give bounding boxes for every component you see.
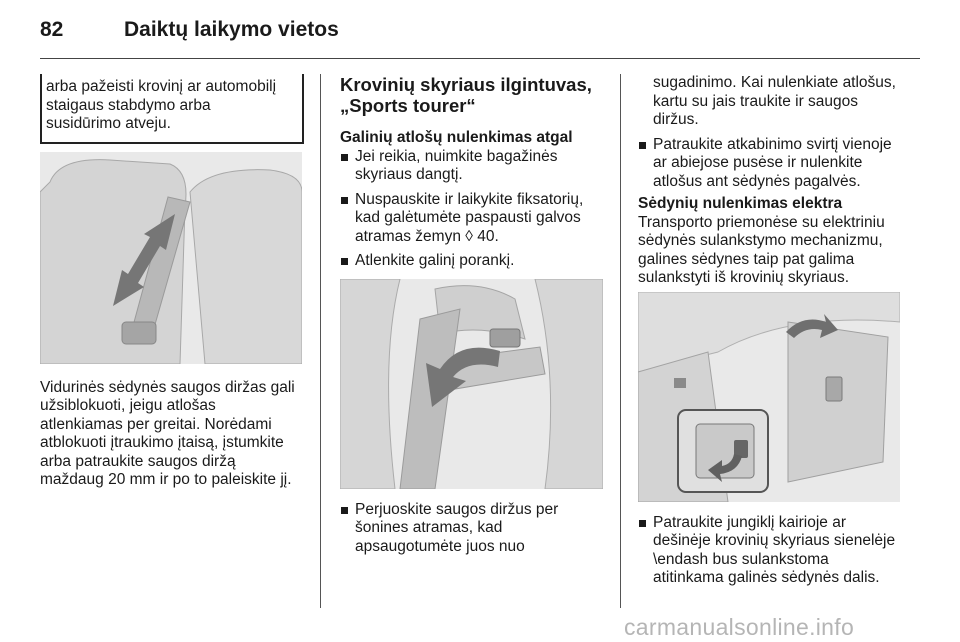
body-line: arba patraukite saugos diržą bbox=[40, 452, 236, 470]
headrest-release-illustration bbox=[340, 279, 603, 489]
bullet-line: dešinėje krovinių skyriaus sienelėje bbox=[653, 532, 896, 549]
body-line: sėdynės sulankstymo mechanizmu, bbox=[638, 232, 883, 249]
column-divider bbox=[320, 74, 321, 608]
body-line: galines sėdynes taip pat galima bbox=[638, 250, 855, 268]
body-line: sulankstyti iš krovinių skyriaus. bbox=[638, 269, 850, 286]
page-title: Daiktų laikymo vietos bbox=[124, 18, 339, 41]
column-divider bbox=[620, 74, 621, 608]
warning-line: staigaus stabdymo arba bbox=[46, 96, 211, 114]
bullet-line: Atlenkite galinį porankį. bbox=[355, 252, 515, 269]
watermark-text: carmanualsonline.info bbox=[624, 614, 855, 640]
bullet-line: Jei reikia, nuimkite bagažinės bbox=[355, 147, 558, 165]
bullet-line: atramas žemyn ◊ 40. bbox=[355, 227, 499, 245]
column-2 bbox=[340, 74, 603, 556]
body-line: užsiblokuoti, jeigu atlošas bbox=[40, 397, 216, 414]
page-header bbox=[40, 18, 920, 48]
bullet-line: šonines atramas, kad bbox=[355, 519, 503, 536]
bullet-line: skyriaus dangtį. bbox=[355, 166, 463, 183]
body-line: Transporto priemonėse su elektriniu bbox=[638, 213, 885, 231]
body-line: Vidurinės sėdynės saugos diržas gali bbox=[40, 378, 295, 396]
bullet-line: Perjuoskite saugos diržus per bbox=[355, 500, 559, 518]
warning-box bbox=[40, 74, 304, 144]
column-1 bbox=[40, 74, 302, 490]
body-line: diržus. bbox=[653, 111, 699, 128]
bullet-square-icon bbox=[341, 258, 348, 265]
bullet-line: atitinkama galinės sėdynės dalis. bbox=[653, 569, 880, 586]
body-line: sugadinimo. Kai nulenkiate atlošus, bbox=[653, 74, 896, 91]
continued-text bbox=[638, 74, 906, 130]
body-line: maždaug 20 mm ir po to paleiskite jį. bbox=[40, 471, 292, 488]
bullet-item bbox=[638, 136, 906, 192]
bullet-item bbox=[340, 252, 603, 271]
bullet-line: atlošus ant sėdynės pagalvės. bbox=[653, 172, 861, 190]
bullet-square-icon bbox=[639, 520, 646, 527]
bullet-item bbox=[340, 191, 603, 247]
warning-line: susidūrimo atveju. bbox=[46, 115, 171, 132]
section-heading: Krovinių skyriaus ilgintuvas, bbox=[340, 74, 592, 95]
bullet-line: kad galėtumėte paspausti galvos bbox=[355, 209, 581, 226]
header-divider bbox=[40, 58, 920, 59]
column-3 bbox=[638, 74, 906, 588]
subheading-electric-fold: Sėdynių nulenkimas elektra bbox=[638, 195, 843, 212]
seat-belt-note bbox=[40, 379, 302, 490]
bullet-line: apsaugotumėte juos nuo bbox=[355, 537, 525, 555]
bullet-square-icon bbox=[639, 142, 646, 149]
subheading-fold-backrests: Galinių atlošų nulenkimas atgal bbox=[340, 129, 573, 146]
bullet-line: \endash bus sulankstoma bbox=[653, 550, 829, 568]
cargo-switch-illustration bbox=[638, 292, 900, 502]
body-line: atlenkiamas per greitai. Norėdami bbox=[40, 415, 272, 433]
bullet-item bbox=[340, 501, 603, 557]
rear-seat-belt-illustration bbox=[40, 152, 302, 364]
bullet-item bbox=[638, 514, 906, 588]
page-number: 82 bbox=[40, 18, 64, 41]
warning-line: arba pažeisti krovinį ar automobilį bbox=[46, 78, 277, 95]
body-line: atblokuoti įtraukimo įtaisą, įstumkite bbox=[40, 434, 284, 451]
bullet-line: ar abiejose pusėse ir nulenkite bbox=[653, 154, 863, 171]
bullet-line: Patraukite atkabinimo svirtį vienoje bbox=[653, 135, 892, 153]
body-line: kartu su jais traukite ir saugos bbox=[653, 92, 859, 110]
section-heading: „Sports tourer“ bbox=[340, 95, 476, 116]
bullet-item bbox=[340, 148, 603, 185]
bullet-square-icon bbox=[341, 197, 348, 204]
electric-fold-text bbox=[638, 214, 906, 288]
bullet-line: Patraukite jungiklį kairioje ar bbox=[653, 513, 846, 531]
bullet-square-icon bbox=[341, 507, 348, 514]
bullet-line: Nuspauskite ir laikykite fiksatorių, bbox=[355, 190, 584, 208]
bullet-square-icon bbox=[341, 154, 348, 161]
